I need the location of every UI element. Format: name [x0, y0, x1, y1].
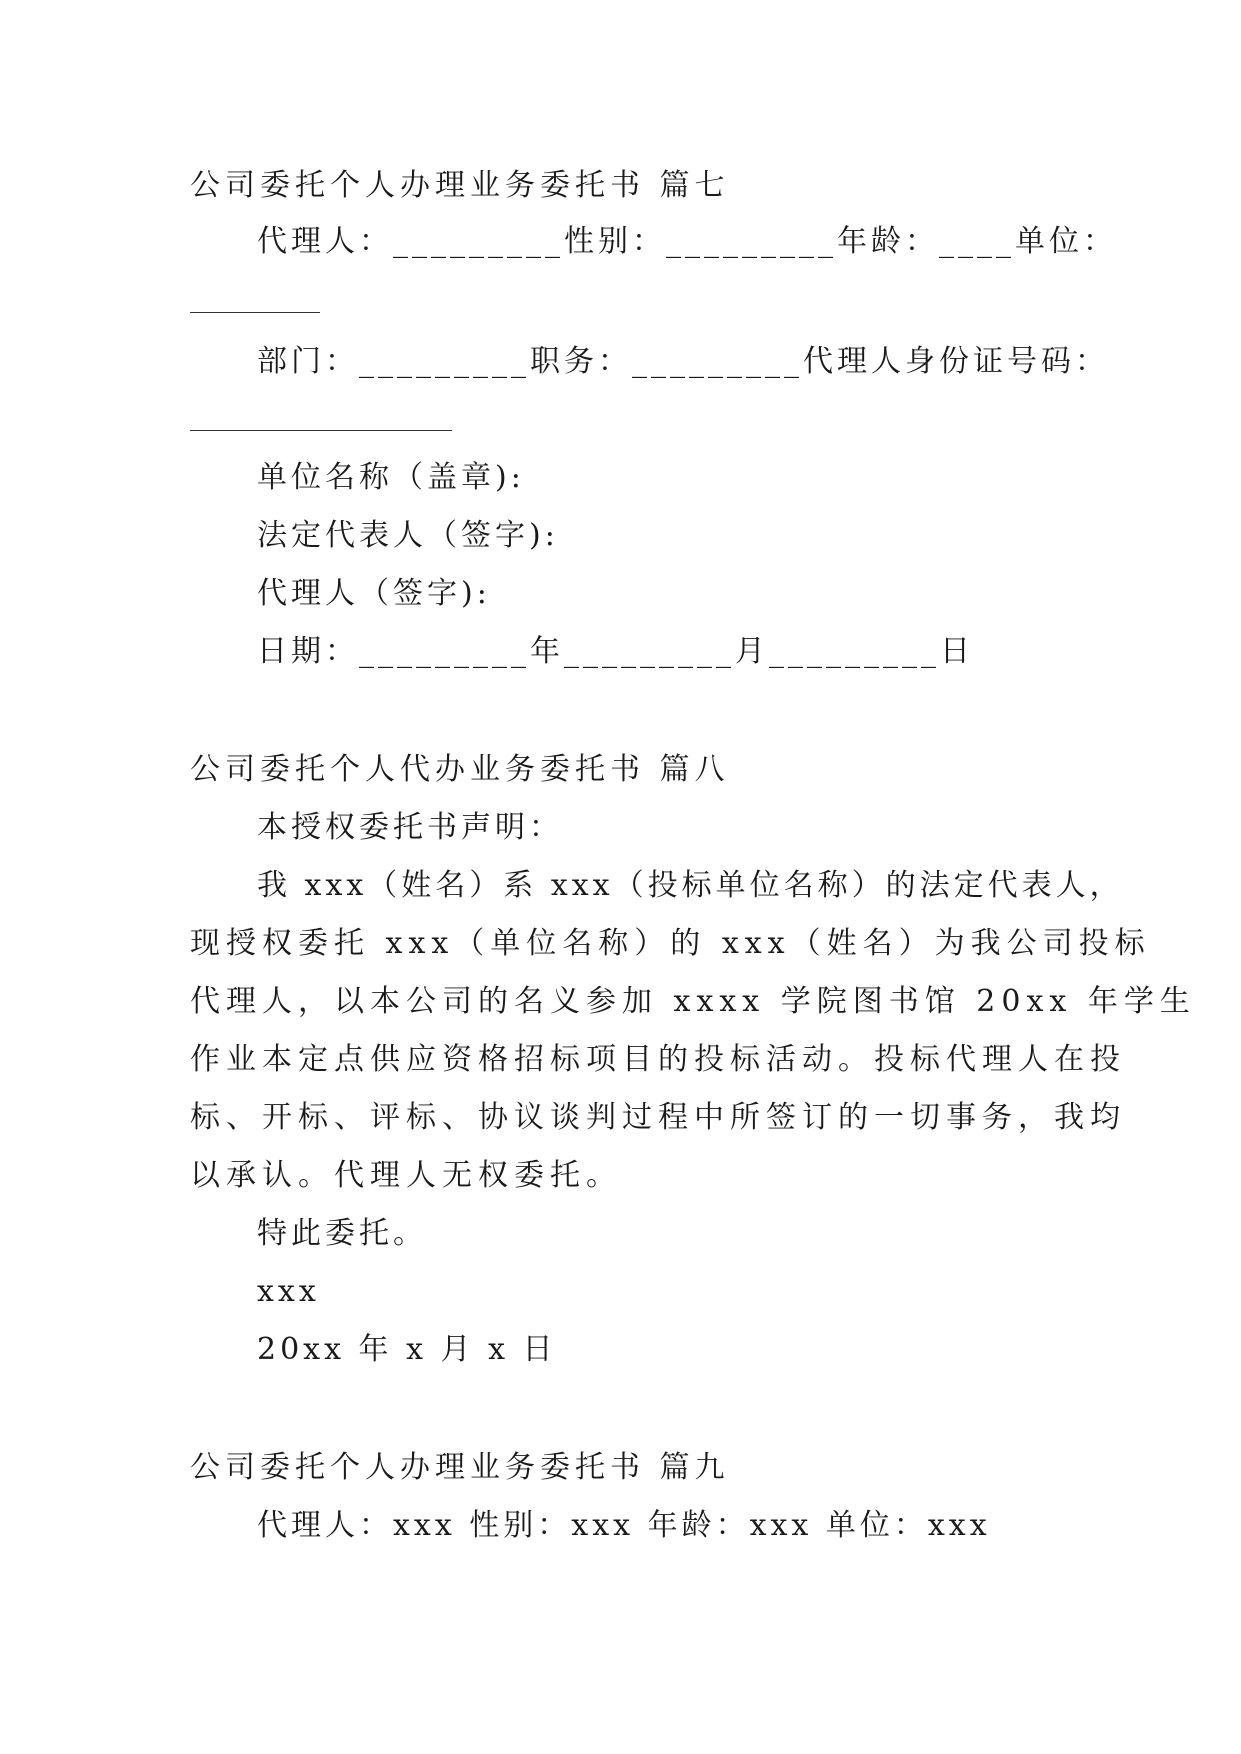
body-line: 代理人，以本公司的名义参加 xxxx 学院图书馆 20xx 年学生: [190, 984, 1196, 1019]
body-line: 标、开标、评标、协议谈判过程中所签订的一切事务，我均: [190, 1100, 1126, 1135]
body-line: 现授权委托 xxx（单位名称）的 xxx（姓名）为我公司投标: [190, 926, 1151, 961]
date-line: 日期：_________年_________月_________日: [257, 634, 974, 669]
agent-info-line: 代理人：_________性别：_________年龄：____单位：: [257, 224, 1117, 259]
closing-text: 特此委托。: [257, 1216, 427, 1251]
section-8-heading: 公司委托个人代办业务委托书 篇八: [190, 752, 730, 787]
unit-seal-line: 单位名称（盖章):: [257, 460, 525, 495]
unit-blank-line: [190, 312, 320, 313]
section-9-heading: 公司委托个人办理业务委托书 篇九: [190, 1450, 730, 1485]
agent-signature-line: 代理人（签字):: [257, 576, 491, 611]
signed-date: 20xx 年 x 月 x 日: [257, 1332, 557, 1367]
section-7-heading: 公司委托个人办理业务委托书 篇七: [190, 168, 730, 203]
signer-name: xxx: [257, 1274, 320, 1309]
agent-info-line: 代理人：xxx 性别：xxx 年龄：xxx 单位：xxx: [257, 1508, 991, 1543]
dept-info-line: 部门：_________职务：_________代理人身份证号码：: [257, 344, 1109, 379]
id-number-blank-line: [190, 430, 452, 431]
declaration-intro: 本授权委托书声明：: [257, 810, 563, 845]
legal-rep-signature-line: 法定代表人（签字):: [257, 518, 559, 553]
body-line: 作业本定点供应资格招标项目的投标活动。投标代理人在投: [190, 1042, 1126, 1077]
body-line: 以承认。代理人无权委托。: [190, 1158, 622, 1193]
body-line: 我 xxx（姓名）系 xxx（投标单位名称）的法定代表人，: [257, 868, 1124, 903]
